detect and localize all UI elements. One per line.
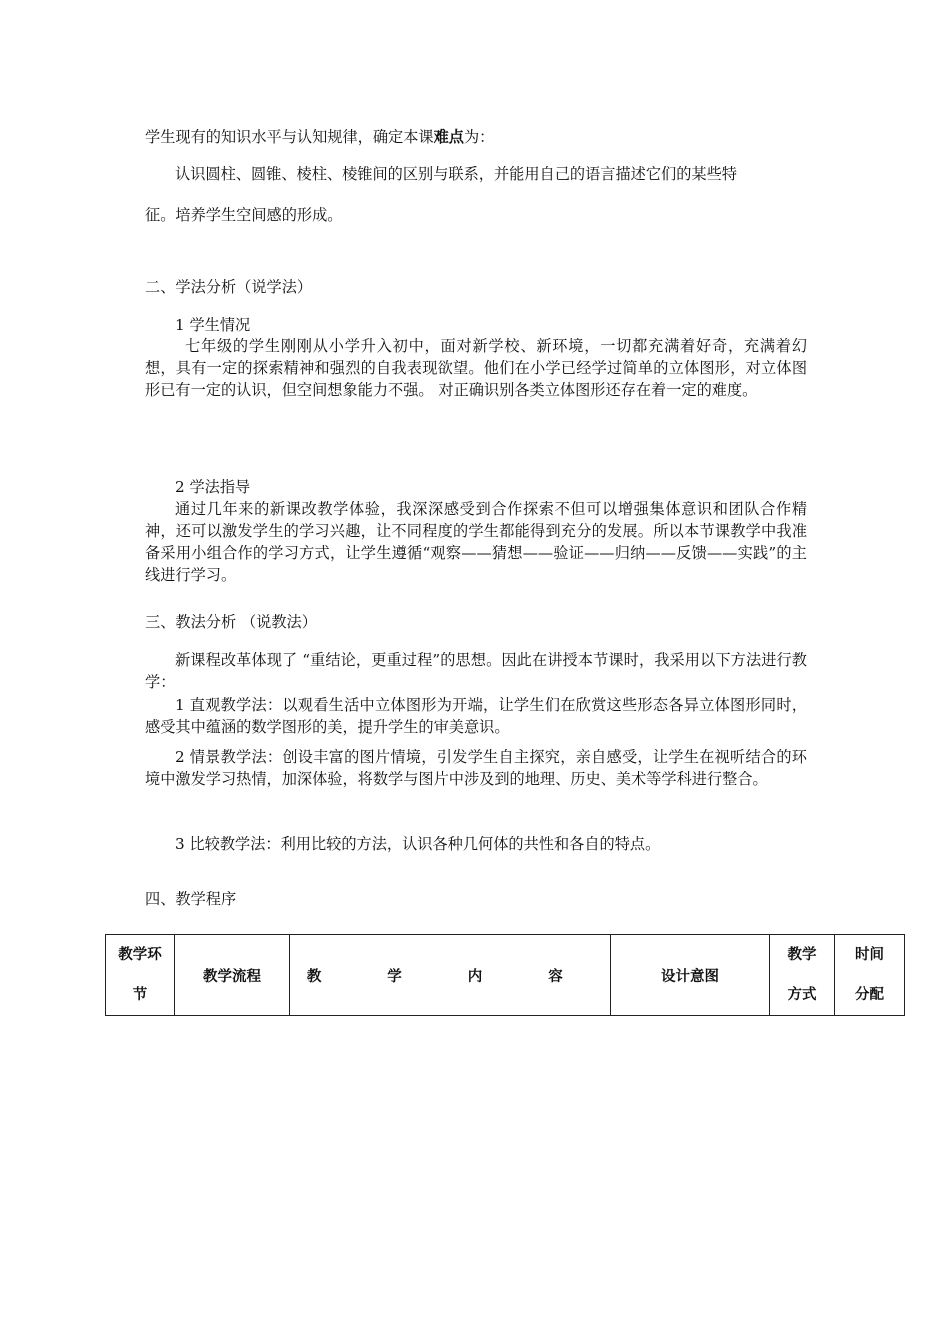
difficulty-body-line2: 征。培养学生空间感的形成。 [145,206,343,224]
section2-heading: 二、学法分析（说学法） [145,278,313,296]
section3-item1: 1 直观教学法：以观看生活中立体图形为开端，让学生们在欣赏这些形态各异立体图形同时，感受其中蕴涵的数学图形的美，提升学生的审美意识。 [145,696,807,736]
section2-sub2-title: 2 学法指导 [175,478,251,496]
section3-heading: 三、教法分析 （说教法） [145,613,317,631]
header-teaching-stage: 教学环节 [106,935,175,1016]
header-time-allocation: 时间分配 [835,935,905,1016]
difficulty-keyword: 难点 [433,128,464,146]
header-teaching-flow: 教学流程 [175,935,290,1016]
section2-sub1-title: 1 学生情况 [175,316,251,334]
table-header-row [106,935,905,1016]
header-design-intent: 设计意图 [611,935,770,1016]
section3-intro: 新课程改革体现了 “重结论，更重过程”的思想。因此在讲授本节课时，我采用以下方法进行教学： [145,651,807,691]
section3-item2: 2 情景教学法：创设丰富的图片情境，引发学生自主探究，亲自感受，让学生在视听结合的环境中激发学习热情，加深体验，将数学与图片中涉及到的地理、历史、美术等学科进行整合。 [145,748,807,788]
section3-item3: 3 比较教学法：利用比较的方法，认识各种几何体的共性和各自的特点。 [175,835,661,853]
section2-sub1-body: 七年级的学生刚刚从小学升入初中，面对新学校、新环境，一切都充满着好奇，充满着幻想，具有一定的探索精神和强烈的自我表现欲望。他们在小学已经学过简单的立体图形，对立体图形已有一定的认识，但空间想象能力不强。 对正确识别各类立体图形还存在着一定的难度。 [145,337,807,399]
difficulty-intro: 学生现有的知识水平与认知规律，确定本课难点为： [145,128,495,146]
section2-sub2-body: 通过几年来的新课改教学体验，我深深感受到合作探索不但可以增强集体意识和团队合作精神，还可以激发学生的学习兴趣，让不同程度的学生都能得到充分的发展。所以本节课教学中我准备采用小组合作的学习方式，让学生遵循“观察——猜想——验证——归纳——反馈——实践”的主线进行学习。 [145,500,807,584]
header-teaching-method: 教学方式 [770,935,835,1016]
header-teaching-content: 教 学 内 容 [290,935,611,1016]
difficulty-body-line1: 认识圆柱、圆锥、棱柱、棱锥间的区别与联系，并能用自己的语言描述它们的某些特 [175,165,737,183]
teaching-procedure-table [105,934,905,1016]
section4-heading: 四、教学程序 [145,890,237,908]
